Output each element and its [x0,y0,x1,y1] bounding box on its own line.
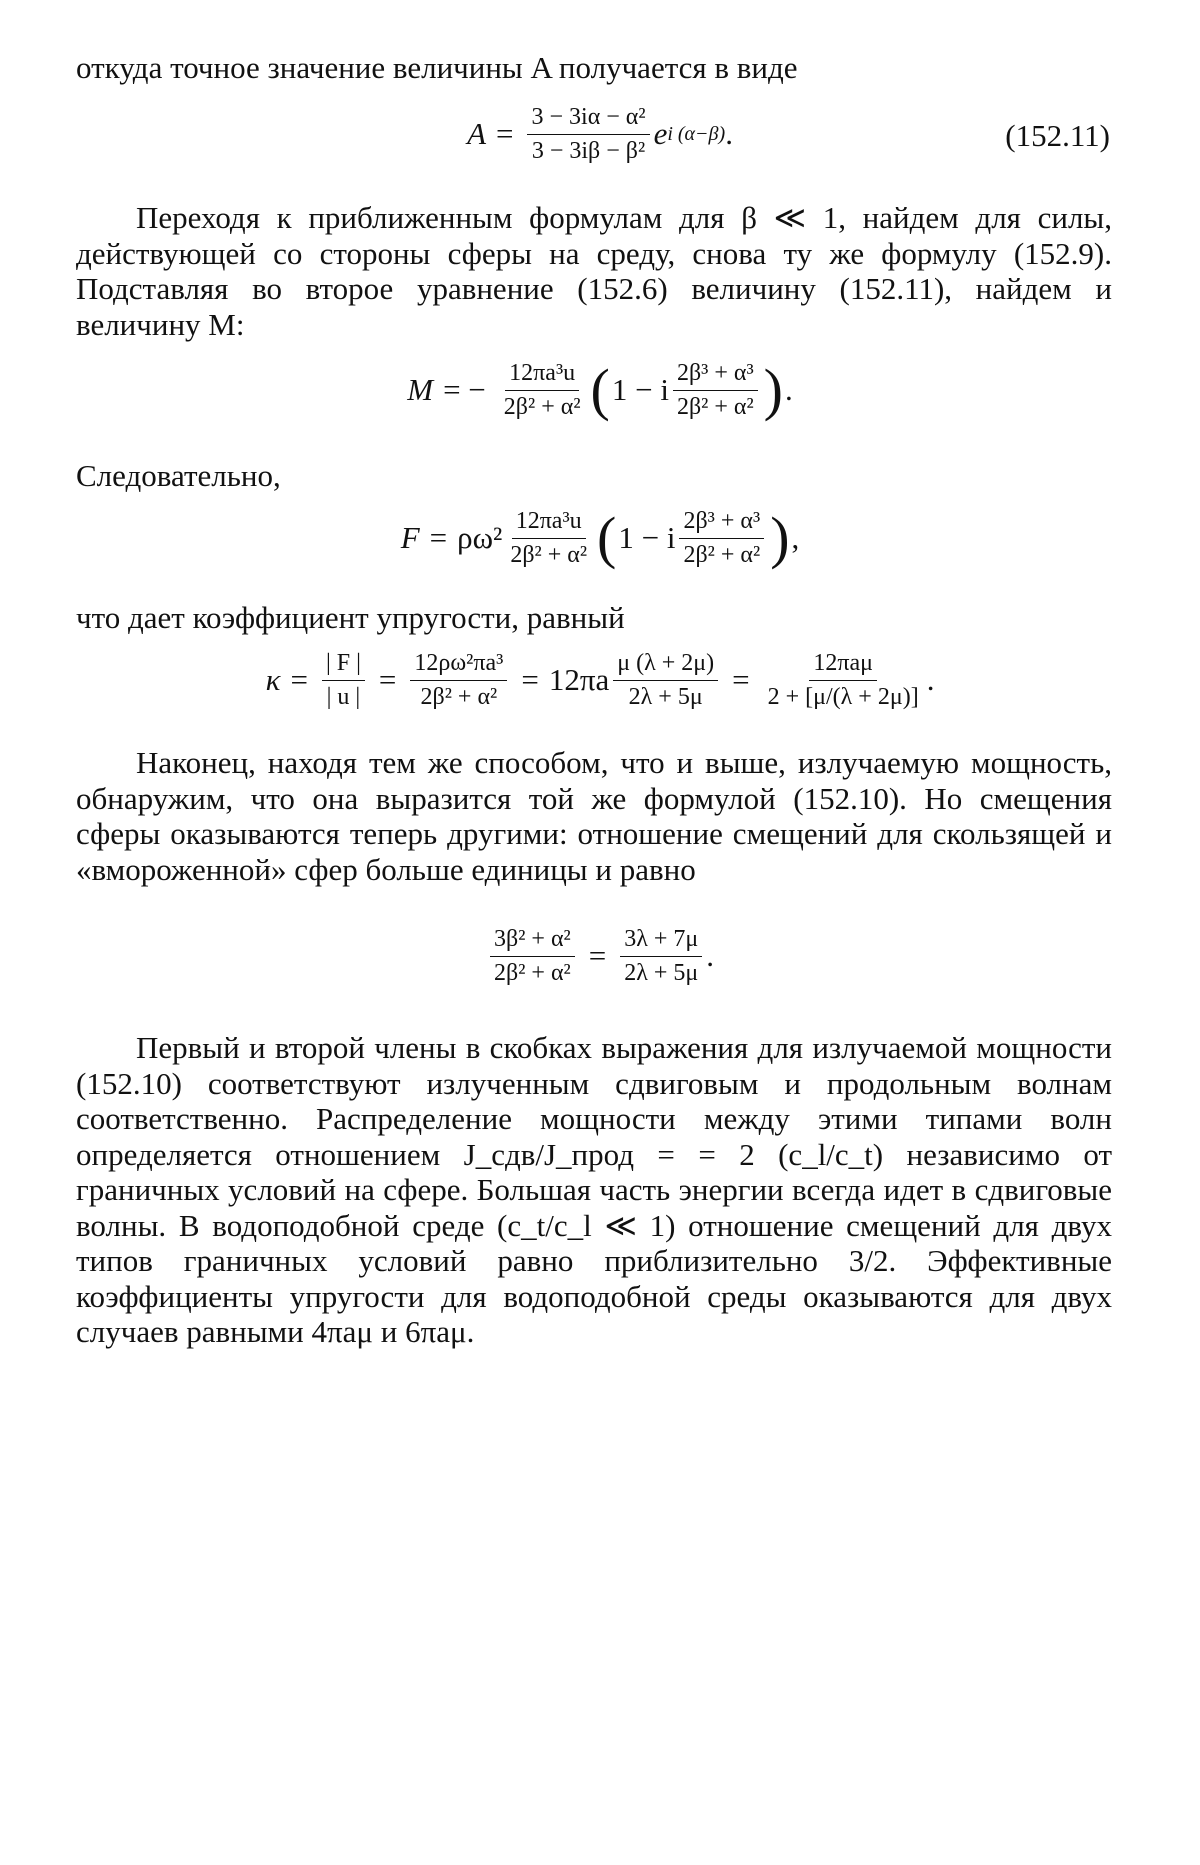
eq2-open-paren: ( [590,357,610,422]
equation-number: (152.11) [1005,118,1110,153]
eq2-f1-denominator: 2β² + α² [503,393,581,420]
eq3-open-paren: ( [597,505,617,570]
eq4-lhs: κ [265,662,281,697]
eq1-lhs: A [467,116,486,151]
eq1-equals: = [496,116,514,151]
eq5-f1-denominator: 2β² + α² [494,959,571,986]
eq3-prefactor: ρω² [457,520,503,555]
equation-F [0,500,1200,576]
eq3-f2-denominator: 2β² + α² [683,541,761,568]
paragraph-power: Наконец, находя тем же способом, что и выше, излучаемую мощность, обнаружим, что она выразится той же формулой (152.10). Но смещения сферы оказываются теперь другими: отношение смещений для скользящей и «вмороженной» сфер больше единицы и равно [76,745,1112,887]
eq4-fraction-4 [764,650,923,710]
eq2-fraction-2 [673,360,758,420]
paragraph-elasticity: что дает коэффициент упругости, равный [76,600,625,635]
eq4-equals-2: = [378,662,397,697]
eq4-f2-denominator: 2β² + α² [420,683,498,710]
eq1-denominator: 3 − 3iβ − β² [531,137,646,164]
eq4-equals-3: = [521,662,539,697]
eq3-tail: , [791,520,800,555]
eq5-fraction-1 [490,926,575,986]
eq2-equals: = − [443,372,486,407]
eq5-fraction-2 [620,926,702,986]
eq2-lhs: M [407,372,434,407]
eq1-numerator: 3 − 3iα − α² [527,104,649,134]
paragraph-approx: Переходя к приближенным формулам для β ≪ 1, найдем для силы, действующей со стороны сферы на среду, снова ту же формулу (152.9). Подставляя во второе уравнение (152.6) величину (152.11), найдем и величину M: [76,200,1112,342]
eq3-f1-numerator: 12πa³u [512,508,586,538]
eq1-tail: . [725,116,733,151]
equation-kappa [0,642,1200,718]
eq2-fraction-1 [500,360,585,420]
eq2-f2-denominator: 2β² + α² [676,393,754,420]
eq4-tail: . [926,662,935,697]
equation-ratio [0,918,1200,994]
eq1-fraction [527,104,649,164]
eq3-close-paren: ) [770,505,790,570]
eq2-tail: . [785,372,793,407]
eq2-close-paren: ) [763,357,783,422]
eq2-f2-numerator: 2β³ + α³ [673,360,758,390]
eq3-equals: = [429,520,448,555]
eq3-middle: 1 − i [618,520,676,555]
equation-M [0,352,1200,428]
eq5-f2-denominator: 2λ + 5μ [624,959,699,986]
eq4-f3-denominator: 2λ + 5μ [628,683,703,710]
equation-152-11 [0,96,1200,172]
eq1-exponent: i (α−β) [667,122,726,145]
eq4-fraction-2 [410,650,507,710]
eq1-exp-base: e [653,116,668,151]
eq4-fraction-3 [613,650,718,710]
eq3-fraction-2 [679,508,764,568]
eq3-lhs: F [400,520,420,555]
eq4-equals-4: = [732,662,750,697]
eq5-f2-numerator: 3λ + 7μ [620,926,702,956]
paragraph-intro: откуда точное значение величины A получается в виде [76,50,798,85]
eq4-f3-numerator: μ (λ + 2μ) [613,650,718,680]
eq3-f2-numerator: 2β³ + α³ [679,508,764,538]
eq5-equals: = [588,938,607,973]
eq5-f1-numerator: 3β² + α² [490,926,575,956]
eq4-f2-numerator: 12ρω²πa³ [410,650,507,680]
eq4-middle: 12πa [548,662,610,697]
eq2-f1-numerator: 12πa³u [505,360,579,390]
eq4-equals-1: = [290,662,308,697]
eq3-f1-denominator: 2β² + α² [510,541,588,568]
eq2-middle: 1 − i [611,372,669,407]
eq4-f4-denominator: 2 + [μ/(λ + 2μ)] [767,683,919,710]
paragraph-waves: Первый и второй члены в скобках выражения для излучаемой мощности (152.10) соответствуют излученным сдвиговым и продольным волнам соответственно. Распределение мощности между этими типами волн определяется отношением J_сдв/J_прод = = 2 (c_l/c_t) независимо от граничных условий на сфере. Большая часть энергии всегда идет в сдвиговые волны. В водоподобной среде (c_t/c_l ≪ 1) отношение смещений для двух типов граничных условий равно приблизительно 3/2. Эффективные коэффициенты упругости для водоподобной среды оказываются для двух случаев равными 4πaμ и 6πaμ. [76,1030,1112,1349]
eq4-fraction-1 [322,650,365,710]
eq4-f4-numerator: 12πaμ [809,650,877,680]
paragraph-consequently: Следовательно, [76,458,281,493]
eq5-tail: . [706,938,714,973]
eq4-f1-numerator: | F | [322,650,365,680]
eq3-fraction-1 [506,508,591,568]
eq4-f1-denominator: | u | [326,683,361,710]
